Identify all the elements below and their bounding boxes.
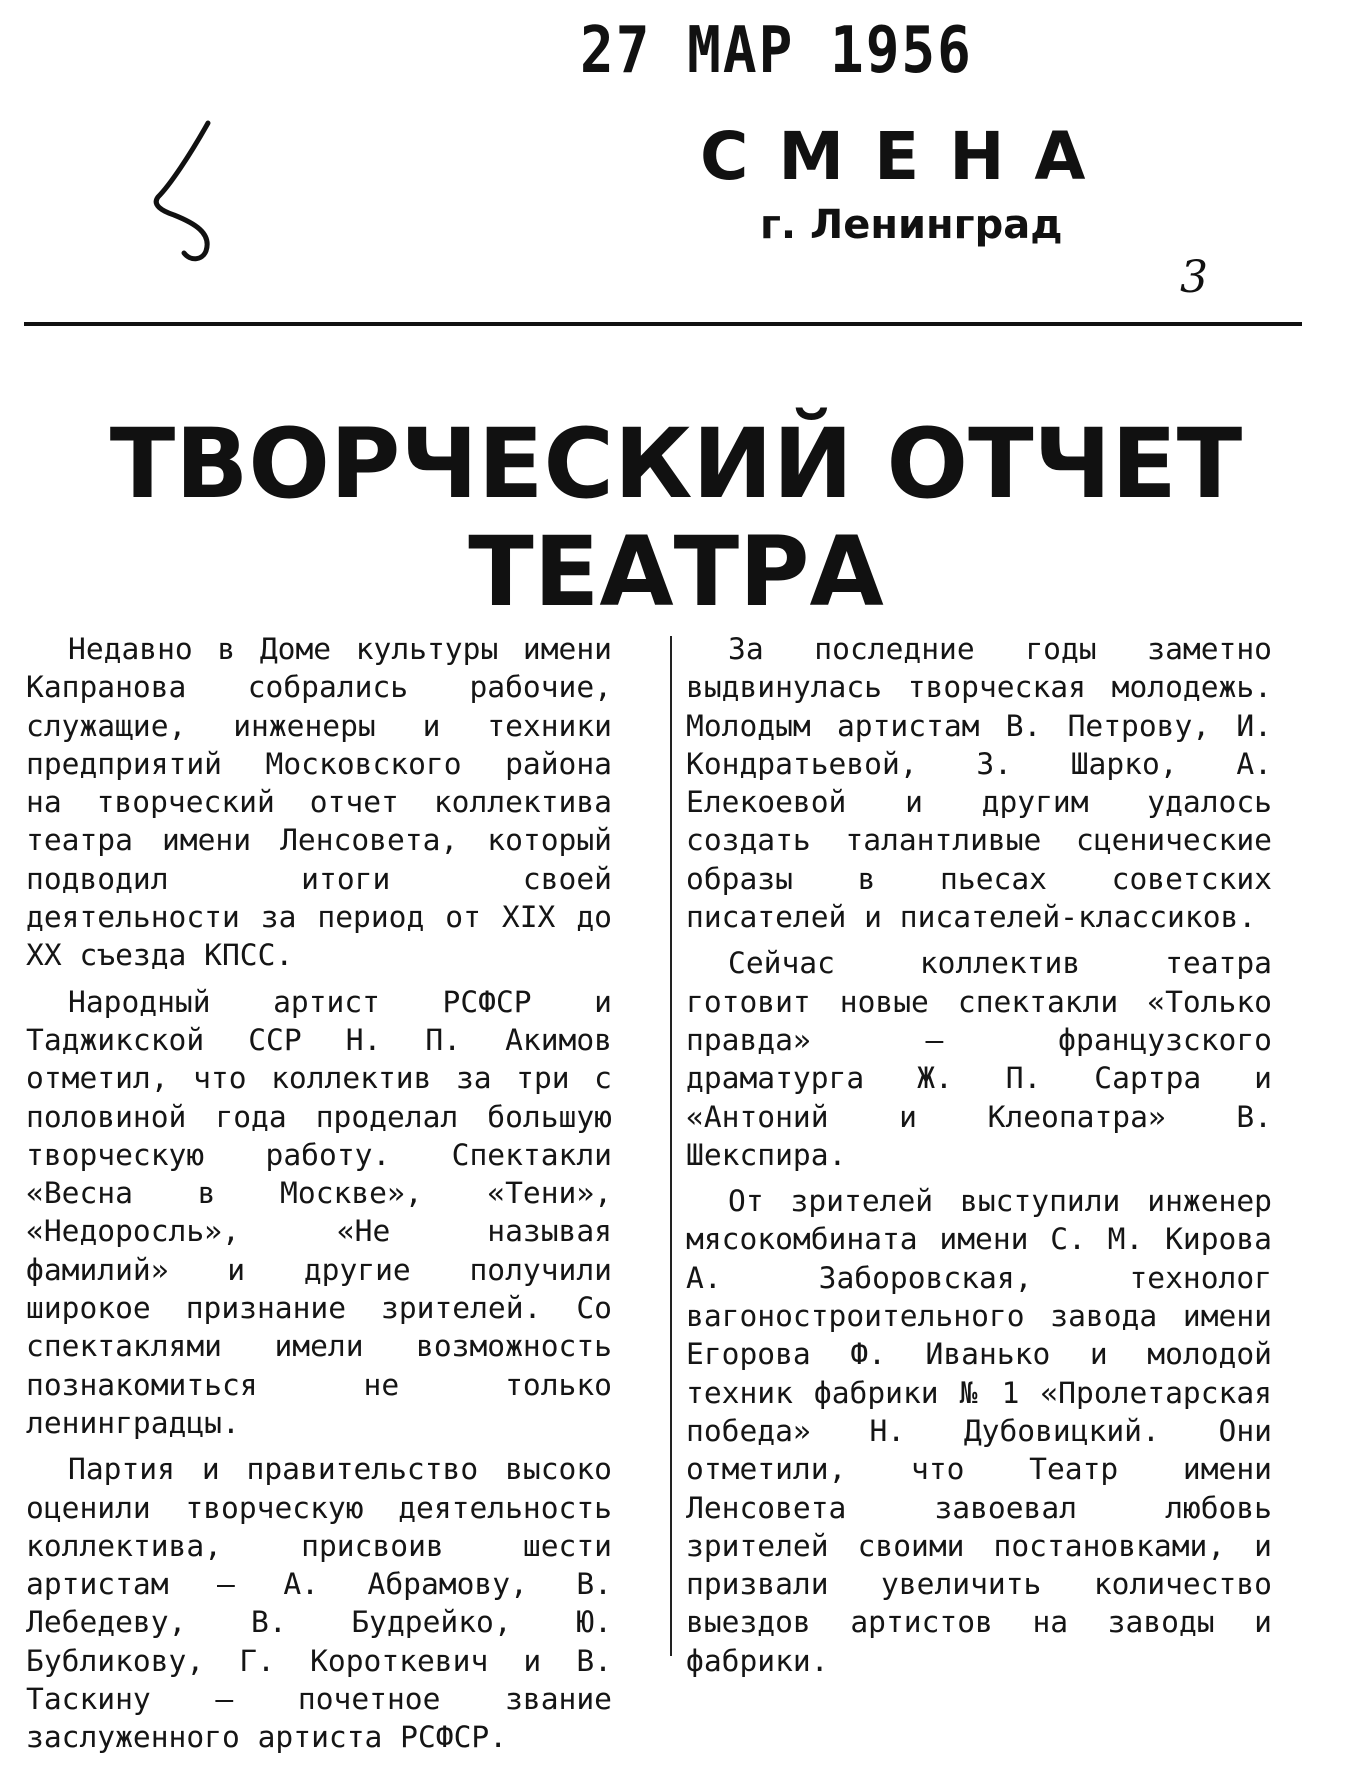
article-headline <box>0 410 1352 626</box>
article-column-right <box>686 630 1272 1688</box>
date-stamp: 27 МАР 1956 <box>580 13 973 88</box>
paragraph: Сейчас коллектив театра готовит новые спектакли «Только правда» — французского драматурга Ж. П. Сартра и «Антоний и Клеопатра» В. Шекспира. <box>686 946 1272 1172</box>
paragraph: За последние годы заметно выдвинулась творческая молодежь. Молодым артистам В. Петрову, И. Кондратьевой, З. Шарко, А. Елекоевой и другим удалось создать талантливые сценические образы в пьесах советских писателей и писателей-классиков. <box>686 632 1272 935</box>
handwritten-mark <box>150 115 230 265</box>
column-divider <box>670 636 672 1656</box>
headline-line-2: ТЕАТРА <box>468 516 884 628</box>
newspaper-city: г. Ленинград <box>760 202 1063 248</box>
paragraph: Партия и правительство высоко оценили творческую деятельность коллектива, присвоив шести артистам — А. Абрамову, В. Лебедеву, В. Будрейко, Ю. Бубликову, Г. Короткевич и В. Таскину — почетное звание заслуженного артиста РСФСР. <box>26 1452 612 1755</box>
paragraph: Недавно в Доме культуры имени Капранова собрались рабочие, служащие, инженеры и техники предприятий Московского района на творческий отчет коллектива театра имени Ленсовета, который подводил итоги своей деятельности за период от XIX до XX съезда КПСС. <box>26 632 612 973</box>
paragraph: Народный артист РСФСР и Таджикской ССР Н. П. Акимов отметил, что коллектив за три с половиной года проделал большую творческую работу. Спектакли «Весна в Москве», «Тени», «Недоросль», «Не называя фамилий» и другие получили широкое признание зрителей. Со спектаклями имели возможность познакомиться не только ленинградцы. <box>26 984 612 1440</box>
paragraph: От зрителей выступили инженер мясокомбината имени С. М. Кирова А. Заборовская, технолог вагоностроительного завода имени Егорова Ф. Иванько и молодой техник фабрики № 1 «Пролетарская победа» Н. Дубовицкий. Они отметили, что Театр имени Ленсовета завоевал любовь зрителей своими постановками, и призвали увеличить количество выездов артистов на заводы и фабрики. <box>686 1184 1272 1678</box>
page-mark: 3 <box>1180 252 1208 303</box>
headline-line-1: ТВОРЧЕСКИЙ ОТЧЕТ <box>109 408 1243 520</box>
newspaper-name: СМЕНА <box>700 118 1116 195</box>
header-rule <box>24 322 1302 326</box>
article-column-left <box>26 630 612 1765</box>
